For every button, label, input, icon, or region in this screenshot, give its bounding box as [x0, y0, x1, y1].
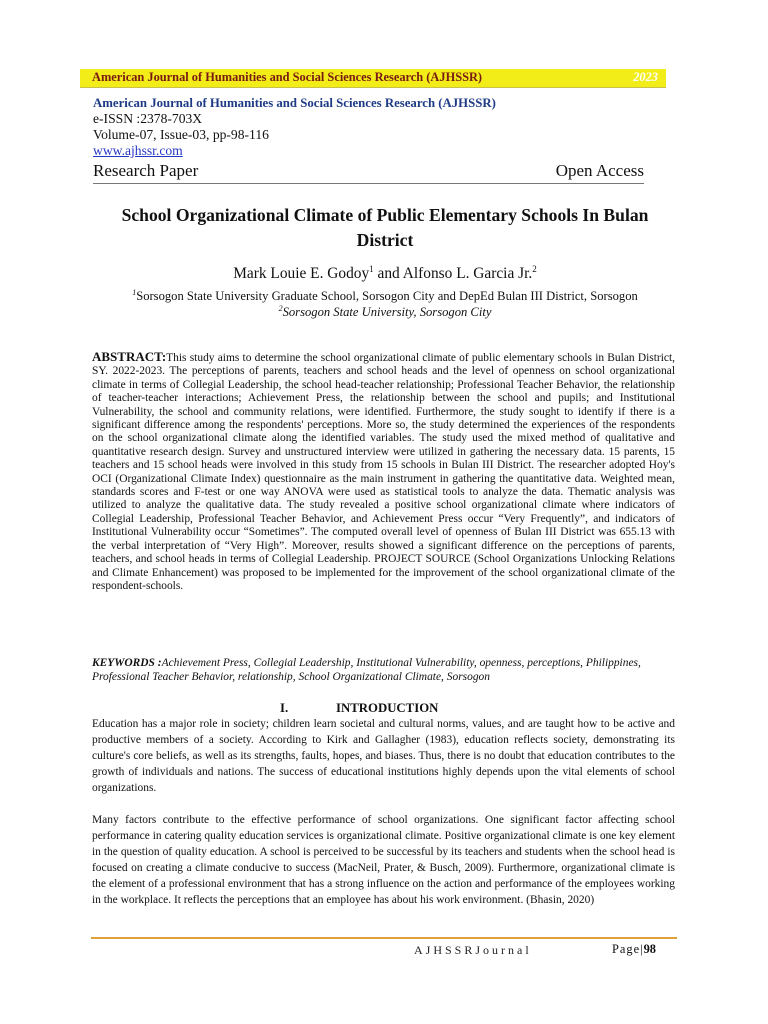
article-type: Research Paper [93, 161, 199, 180]
affiliation-1-mark: 1 [132, 288, 137, 297]
body-paragraph: Many factors contribute to the effective performance of school organizations. One significant factor affecting school performance in catering quality education services is organizational climate. Positive organizational climate is one key element in the question of quality education. A school is perceived to be successful by its teachers and students when the school head is focused on creating a climate conducive to success (MacNeil, Prater, & Busch, 2009). Furthermore, organizational climate is the element of a professional environment that has a strong influence on the action and performance of the employees working in the workplace. It reflects the perceptions that an employee has about his work environment. (Bhasin, 2020) [92, 814, 675, 906]
footer-rule [91, 937, 677, 939]
affiliation-2 [80, 304, 690, 320]
footer-page [612, 942, 656, 957]
keywords-text: Achievement Press, Collegial Leadership, Institutional Vulnerability, openness, perceptions, Philippines, Professional Teacher Behavior, relationship, School Organizational Climate, Sorsogon [92, 657, 641, 683]
page-label: Page| [612, 942, 644, 956]
body-paragraph: Education has a major role in society; children learn societal and cultural norms, values, and are taught how to be active and productive members of a society. According to Kirk and Gallagher (1983), education reflects society, demonstrating its culture's core beliefs, as well as its strengths, faults, hopes, and biases. Thus, there is no doubt that education contributes to the growth of individuals and nations. The success of educational institutions highly depends upon the vital elements of school organizations. [92, 718, 675, 794]
affiliation-2-text: Sorsogon State University, Sorsogon City [282, 305, 492, 320]
running-header [80, 69, 666, 88]
affiliation-1 [80, 288, 690, 304]
author-line [100, 264, 670, 283]
access-type: Open Access [555, 161, 644, 180]
article-type-bar [93, 161, 644, 184]
abstract-label: ABSTRACT: [92, 349, 167, 364]
affiliation-1-text: Sorsogon State University Graduate School, Sorsogon City and DepEd Bulan III District, Sorsogon [136, 289, 638, 304]
affiliation-2-mark: 2 [278, 304, 283, 313]
author-1-affiliation-mark: 1 [369, 264, 374, 274]
section-number: I. [280, 701, 289, 715]
paper-title: School Organizational Climate of Public Elementary Schools In Bulan District [121, 205, 649, 250]
journal-website-link[interactable]: www.ajhssr.com [93, 143, 183, 158]
issn: e-ISSN :2378-703X [93, 111, 203, 126]
section-heading [280, 701, 438, 716]
author-2-affiliation-mark: 2 [532, 264, 537, 274]
volume-info: Volume-07, Issue-03, pp-98-116 [93, 127, 269, 142]
running-header-year: 2023 [633, 70, 658, 84]
author-2: Alfonso L. Garcia Jr. [402, 265, 533, 283]
abstract [92, 350, 675, 593]
keywords [92, 656, 675, 684]
page-number: 98 [643, 942, 656, 956]
author-conjunction: and [373, 265, 403, 283]
author-1: Mark Louie E. Godoy [233, 265, 370, 283]
journal-meta [93, 95, 653, 159]
running-header-journal: American Journal of Humanities and Social Sciences Research (AJHSSR) [92, 70, 483, 84]
keywords-label: KEYWORDS : [92, 657, 162, 669]
section-title: INTRODUCTION [336, 701, 439, 715]
journal-name: American Journal of Humanities and Social Sciences Research (AJHSSR) [93, 96, 496, 110]
abstract-text: This study aims to determine the school organizational climate of public elementary schools in Bulan District, SY. 2022-2023. The perceptions of parents, teachers and school heads and the level of openness on school organizational climate in terms of Collegial Leadership, the school head-teacher relationship; Professional Teacher Behavior, the relationship of teacher-teacher interactions; Achievement Press, the relationship between the school and pupils; and Institutional Vulnerability, the school and community relations, were identified. Furthermore, the study sought to identify if there is a significant difference among the respondents' perceptions. More so, the study determined the experiences of the respondents on the school organizational climate along the identified variables. The study used the mixed method of qualitative and quantitative research design. Survey and unstructured interview were utilized in gathering the necessary data. 15 parents, 15 teachers and 15 school heads were involved in this study from 15 schools in Bulan III District. The researcher adopted Hoy's OCI (Organizational Climate Index) questionnaire as the main instrument in gathering the quantitative data. Weighted mean, standards scores and F-test or one way ANOVA were used as statistical tools to analyze the data. Thematic analysis was utilized to analyze the qualitative data. The study revealed a positive school organizational climate where indicators of Collegial Leadership, Professional Teacher Behavior, and Achievement Press occur “Very Frequently”, and indicators of Institutional Vulnerability occur “Sometimes”. The computed overall level of openness of Bulan III District was 655.13 with the verbal interpretation of “Very High”. Moreover, results showed a significant difference on the perceptions of parents, teachers, and school heads in terms of Collegial Leadership. PROJECT SOURCE (School Organizations Unlocking Relations and Climate Enhancement) was proposed to be implemented for the improvement of the school organizational climate of the respondent-schools. [92, 352, 675, 592]
footer-journal: AJHSSRJournal [414, 943, 532, 957]
